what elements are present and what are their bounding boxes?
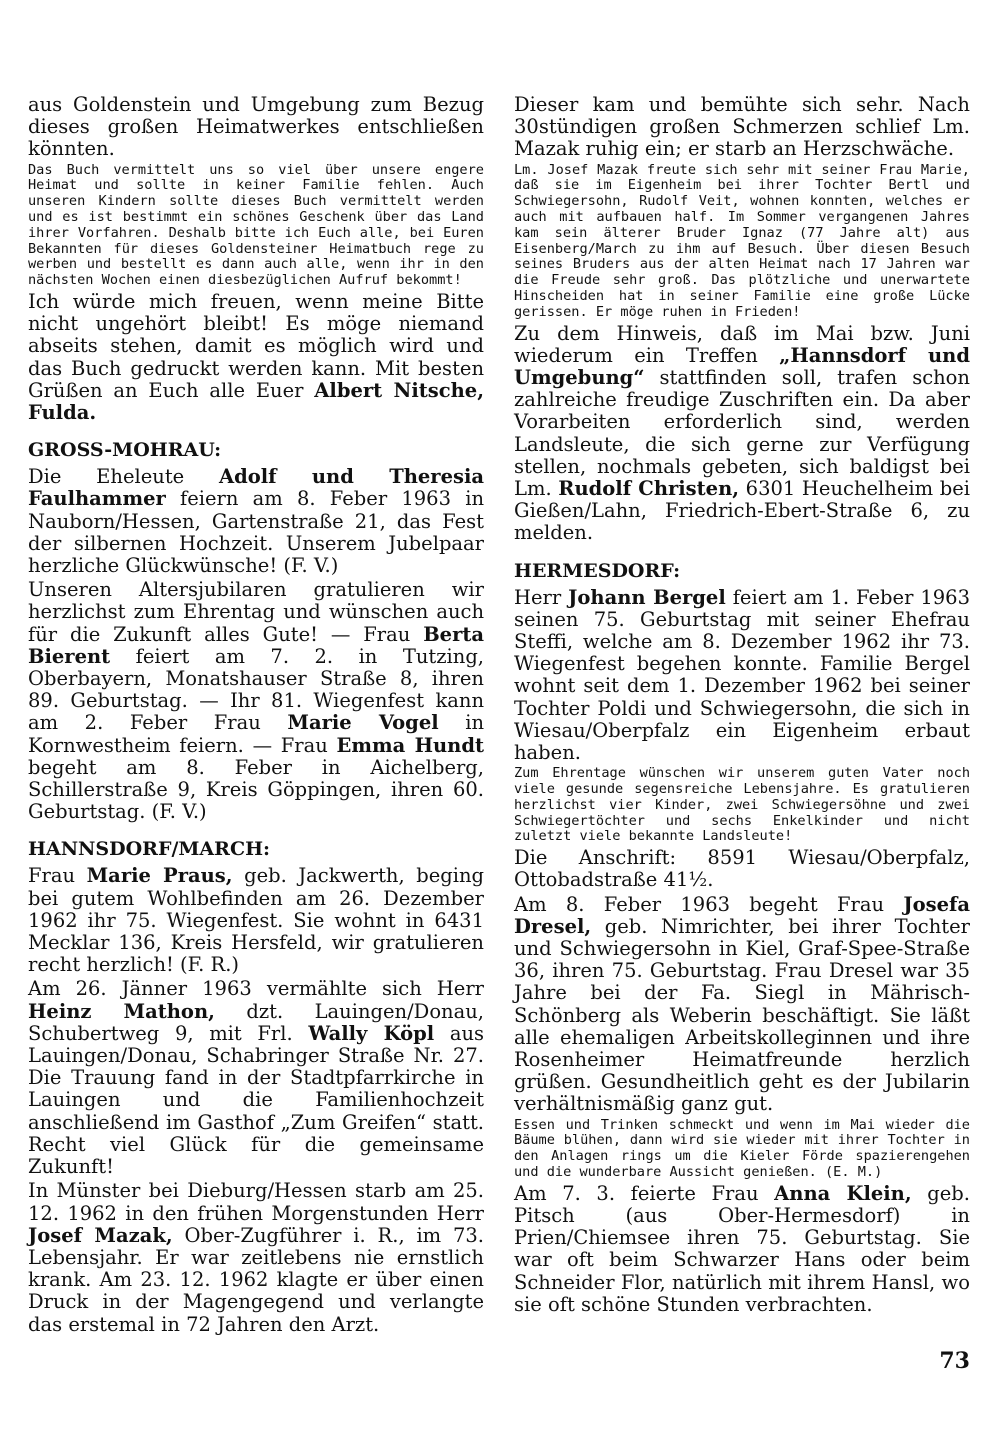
text: feiern am 8. Feber 1963 in Nauborn/Hessen, Gartenstraße 21, das Fest der silbernen Hochzeit. Unserem Jubelpaar herzliche Glückwünsche! (F. V.) xyxy=(28,487,485,578)
text: Am 26. Jänner 1963 vermählte sich Herr xyxy=(28,977,484,1001)
section-heading-hermesdorf: HERMESDORF: xyxy=(514,559,681,582)
text: Frau xyxy=(28,864,76,888)
text: Die Eheleute xyxy=(28,465,185,489)
paragraph xyxy=(28,291,484,424)
section-heading-gross-mohrau: GROSS-MOHRAU: xyxy=(28,439,222,462)
text: Ober-Zugführer i. R., im 73. Lebensjahr. Er war zeitlebens nie ernstlich krank. Am 23. 12. 1962 klagte er über einen Druck in der Magengegend und verlangte das erstemal in 72 Jahren den Arzt. xyxy=(28,1223,485,1336)
paragraph xyxy=(28,1180,484,1335)
person-name: Marie Vogel xyxy=(287,711,439,735)
text: Herr xyxy=(514,585,562,609)
text: Am 8. Feber 1963 begeht Frau xyxy=(514,892,885,916)
person-name: Josef Mazak, xyxy=(28,1223,173,1247)
section-heading-hannsdorf: HANNSDORF/MARCH: xyxy=(28,838,271,861)
person-name: Adolf und Theresia Faulhammer xyxy=(28,465,485,511)
text: begeht am 8. Feber in Aichelberg, Schillerstraße 9, Kreis Göppingen, ihren 60. Geburtstag. (F. V.) xyxy=(28,755,484,824)
person-name: Heinz Mathon, xyxy=(28,999,215,1023)
person-name: Wally Köpl xyxy=(308,1021,435,1045)
right-column xyxy=(514,94,970,1316)
paragraph-small: Lm. Josef Mazak freute sich sehr mit seiner Frau Marie, daß sie im Eigenheim bei ihrer Tochter Bertl und Schwiegersohn, Rudolf Veit, wohnen konnten, welches er auch mit aufbauen half. Im Sommer vergangenen Jahres kam sein älterer Bruder Ignaz (77 Jahre alt) aus Eisenberg/March zu ihm auf Besuch. Über diesen Besuch seines Bruders aus der alten Heimat nach 17 Jahren war die Freude sehr groß. Das plötzliche und unerwartete Hinscheiden hat in seiner Familie eine große Lücke gerissen. Er möge ruhen in Frieden! xyxy=(514,161,970,320)
text: feiert am 1. Feber 1963 seinen 75. Geburtstag mit seiner Ehefrau Steffi, welche am 8. Dezember 1962 ihr 73. Wiegenfest begehen konnte. Familie Bergel wohnt seit dem 1. Dezember 1962 bei seiner Tochter Poldi und Schwiegersohn, die sich in Wiesau/Oberpfalz ein Eigenheim erbaut haben. xyxy=(514,585,970,765)
text: Unseren Altersjubilaren gratulieren wir herzlichst zum Ehrentag und wünschen auch für die Zukunft alles Gute! — Frau xyxy=(28,578,484,646)
paragraph xyxy=(514,1183,970,1316)
paragraph: aus Goldenstein und Umgebung zum Bezug dieses großen Heimatwerkes entschließen könnten. xyxy=(28,93,484,161)
text: dzt. Lauingen/Donau, Schubertweg 9, mit Frl. xyxy=(28,999,484,1045)
text: In Münster bei Dieburg/Hessen starb am 25. 12. 1962 in den frühen Morgenstunden Herr xyxy=(28,1179,484,1225)
person-name: Berta Bierent xyxy=(28,622,484,668)
paragraph xyxy=(28,466,484,577)
person-name: Anna Klein, xyxy=(774,1181,912,1205)
text: in Kornwestheim feiern. — Frau xyxy=(28,711,485,757)
text: 6301 Heuchelheim bei Gießen/Lahn, Friedrich-Ebert-Straße 6, zu melden. xyxy=(514,477,970,545)
text: geb. Jackwerth, beging bei gutem Wohlbefinden am 26. Dezember 1962 ihr 75. Wiegenfest. Sie wohnt in 6431 Mecklar 136, Kreis Hersfeld, wir gratulieren recht herzlich! (F. R.) xyxy=(28,864,485,977)
paragraph: Die Anschrift: 8591 Wiesau/Oberpfalz, Ottobadstraße 41½. xyxy=(514,846,970,892)
left-column xyxy=(28,94,484,1336)
paragraph xyxy=(514,323,970,545)
text: feiert am 7. 2. in Tutzing, Oberbayern, Monatshauser Straße 8, ihren 89. Geburtstag. — Ihr 81. Wiegenfest kann am 2. Feber Frau xyxy=(28,644,484,735)
event-name: „Hannsdorf und Umgebung“ xyxy=(514,343,970,389)
paragraph-small: Das Buch vermittelt uns so viel über unsere engere Heimat und sollte in keiner Familie fehlen. Auch unseren Kindern sollte dieses Buch vermittelt werden und es ist bestimmt ein schönes Geschenk über das Land ihrer Vorfahren. Deshalb bitte ich Euch alle, bei Euren Bekannten für dieses Goldensteiner Heimatbuch rege zu werben und bestellt es dann auch alle, wenn ihr in den nächsten Wochen einen diesbezüglichen Aufruf bekommt! xyxy=(28,161,484,289)
text: geb. Pitsch (aus Ober-Hermesdorf) in Prien/Chiemsee ihren 75. Geburtstag. Sie war oft beim Schwarzer Hans oder beim Schneider Flor, natürlich mit ihrem Hansl, wo sie oft schöne Stunden verbrachten. xyxy=(514,1181,970,1316)
text: stattfinden soll, trafen schon zahlreiche freudige Zuschriften ein. Da aber Vorarbeiten erforderlich sind, werden Landsleute, die sich gerne zur Verfügung stellen, nochmals gebeten, sich baldigst bei Lm. xyxy=(514,365,970,500)
paragraph xyxy=(28,865,484,976)
paragraph xyxy=(28,978,484,1178)
person-name: Rudolf Christen, xyxy=(558,477,740,500)
person-name: Josefa Dresel, xyxy=(514,892,971,938)
paragraph-small: Essen und Trinken schmeckt und wenn im Mai wieder die Bäume blühen, dann wird sie wieder mit ihrer Tochter in den Anlagen rings um die Kieler Förde spazierengehen und die wunderbare Aussicht genießen. (E. M.) xyxy=(514,1116,970,1181)
person-name: Johann Bergel xyxy=(568,585,726,609)
paragraph xyxy=(514,587,970,765)
paragraph: Dieser kam und bemühte sich sehr. Nach 30stündigen großen Schmerzen schlief Lm. Mazak ruhig ein; er starb an Herzschwäche. xyxy=(514,93,970,161)
author-name: Albert Nitsche, Fulda. xyxy=(28,378,484,424)
text: geb. Nimrichter, bei ihrer Tochter und Schwiegersohn in Kiel, Graf-Spee-Straße 36, ihren 75. Geburtstag. Frau Dresel war 35 Jahre bei der Fa. Siegl in Mährisch-Schönberg als Weberin beschäftigt. Sie läßt alle ehemaligen Arbeitskolleginnen und ihre Rosenheimer Heimatfreunde herzlich grüßen. Gesundheitlich geht es der Jubilarin verhältnismäßig ganz gut. xyxy=(514,914,970,1116)
person-name: Marie Praus, xyxy=(86,864,233,888)
paragraph-small: Zum Ehrentage wünschen wir unserem guten Vater noch viele gesunde segensreiche Lebensjahre. Es gratulieren herzlichst vier Kinder, zwei Schwiegersöhne und zwei Schwiegertöchter und sechs Enkelkinder und nicht zuletzt viele bekannte Landsleute! xyxy=(514,765,970,845)
person-name: Emma Hundt xyxy=(336,733,484,757)
text: Zu dem Hinweis, daß im Mai bzw. Juni wiederum ein Treffen xyxy=(514,321,970,367)
paragraph xyxy=(514,894,970,1116)
text: Am 7. 3. feierte Frau xyxy=(514,1181,759,1205)
text: aus Lauingen/Donau, Schabringer Straße Nr. 27. Die Trauung fand in der Stadtpfarrkirche in Lauingen und die Familienhochzeit anschließend im Gasthof „Zum Greifen“ statt. Recht viel Glück für die gemeinsame Zukunft! xyxy=(28,1021,485,1179)
paragraph xyxy=(28,579,484,823)
text: Ich würde mich freuen, wenn meine Bitte nicht ungehört bleibt! Es möge niemand abseits stehen, damit es möglich wird und das Buch gedruckt werden kann. Mit besten Grüßen an Euch alle Euer xyxy=(28,289,484,402)
page-number: 73 xyxy=(939,1348,970,1374)
